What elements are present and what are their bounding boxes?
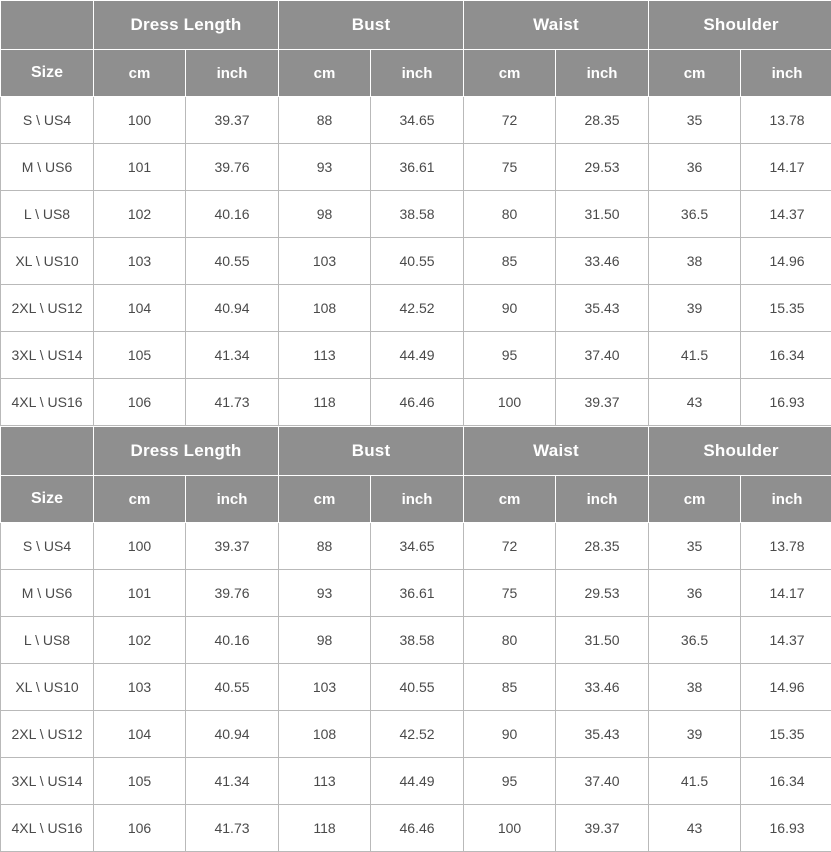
table-2-row-0-col-2: 39.37 bbox=[186, 523, 279, 570]
table-1-row-2-col-3: 98 bbox=[279, 191, 371, 238]
table-1-row-3-col-4: 40.55 bbox=[371, 238, 464, 285]
table-2-row-3-col-4: 40.55 bbox=[371, 664, 464, 711]
table-2-row-0-col-7: 35 bbox=[649, 523, 741, 570]
table-1-group-bust: Bust bbox=[279, 1, 464, 50]
table-1-row-3-col-2: 40.55 bbox=[186, 238, 279, 285]
table-1-group-shoulder: Shoulder bbox=[649, 1, 831, 50]
table-2-row-5-col-5: 95 bbox=[464, 758, 556, 805]
table-1-row-6-col-1: 106 bbox=[94, 379, 186, 426]
table-1-row-3-col-6: 33.46 bbox=[556, 238, 649, 285]
table-1-row-5-size: 3XL \ US14 bbox=[1, 332, 94, 379]
table-1-row-5-col-4: 44.49 bbox=[371, 332, 464, 379]
table-1-row-5-col-6: 37.40 bbox=[556, 332, 649, 379]
size-chart-table-2 bbox=[0, 426, 831, 852]
table-1-row-4-col-5: 90 bbox=[464, 285, 556, 332]
table-2-row-2-col-4: 38.58 bbox=[371, 617, 464, 664]
table-1-unit-shoulder-cm: cm bbox=[649, 50, 741, 97]
table-1-row-1-col-2: 39.76 bbox=[186, 144, 279, 191]
table-row bbox=[1, 332, 831, 379]
table-2-row-6-col-2: 41.73 bbox=[186, 805, 279, 852]
table-2-group-dress-length: Dress Length bbox=[94, 427, 279, 476]
table-2-row-0-col-4: 34.65 bbox=[371, 523, 464, 570]
table-2-row-2-col-3: 98 bbox=[279, 617, 371, 664]
table-2-unit-dresslength-inch: inch bbox=[186, 476, 279, 523]
table-2-row-5-col-1: 105 bbox=[94, 758, 186, 805]
table-row bbox=[1, 758, 831, 805]
table-2-row-6-col-4: 46.46 bbox=[371, 805, 464, 852]
table-2-row-1-col-6: 29.53 bbox=[556, 570, 649, 617]
table-1-row-2-col-2: 40.16 bbox=[186, 191, 279, 238]
table-row bbox=[1, 805, 831, 852]
table-2-unit-size: Size bbox=[1, 476, 94, 523]
table-2-group-header-row bbox=[1, 427, 831, 476]
table-1-row-5-col-2: 41.34 bbox=[186, 332, 279, 379]
table-2-row-4-col-5: 90 bbox=[464, 711, 556, 758]
table-row bbox=[1, 238, 831, 285]
table-1-row-2-size: L \ US8 bbox=[1, 191, 94, 238]
table-1-unit-dresslength-cm: cm bbox=[94, 50, 186, 97]
table-2-row-1-col-3: 93 bbox=[279, 570, 371, 617]
table-2-row-4-col-1: 104 bbox=[94, 711, 186, 758]
table-2-row-6-col-6: 39.37 bbox=[556, 805, 649, 852]
table-2-row-2-size: L \ US8 bbox=[1, 617, 94, 664]
table-2-unit-waist-inch: inch bbox=[556, 476, 649, 523]
table-1-row-1-col-7: 36 bbox=[649, 144, 741, 191]
table-1-row-6-col-4: 46.46 bbox=[371, 379, 464, 426]
table-2-row-1-col-4: 36.61 bbox=[371, 570, 464, 617]
table-1-unit-shoulder-inch: inch bbox=[741, 50, 831, 97]
table-row bbox=[1, 285, 831, 332]
table-2-row-4-col-7: 39 bbox=[649, 711, 741, 758]
table-2-row-6-size: 4XL \ US16 bbox=[1, 805, 94, 852]
table-1-row-1-col-5: 75 bbox=[464, 144, 556, 191]
table-2-row-1-col-2: 39.76 bbox=[186, 570, 279, 617]
table-1-unit-size: Size bbox=[1, 50, 94, 97]
table-2-row-6-col-1: 106 bbox=[94, 805, 186, 852]
table-1-row-4-col-1: 104 bbox=[94, 285, 186, 332]
table-1-row-6-col-3: 118 bbox=[279, 379, 371, 426]
table-2-row-0-col-3: 88 bbox=[279, 523, 371, 570]
table-2-row-5-col-3: 113 bbox=[279, 758, 371, 805]
table-1-row-3-col-8: 14.96 bbox=[741, 238, 831, 285]
table-2-row-1-col-1: 101 bbox=[94, 570, 186, 617]
table-2-unit-shoulder-cm: cm bbox=[649, 476, 741, 523]
table-1-row-0-col-7: 35 bbox=[649, 97, 741, 144]
table-2-row-3-col-3: 103 bbox=[279, 664, 371, 711]
table-1-row-0-col-2: 39.37 bbox=[186, 97, 279, 144]
table-2-row-6-col-7: 43 bbox=[649, 805, 741, 852]
table-2-row-0-col-5: 72 bbox=[464, 523, 556, 570]
table-1-group-dress-length: Dress Length bbox=[94, 1, 279, 50]
table-2-unit-bust-inch: inch bbox=[371, 476, 464, 523]
table-2-row-3-col-8: 14.96 bbox=[741, 664, 831, 711]
table-2-unit-bust-cm: cm bbox=[279, 476, 371, 523]
table-2-row-4-col-3: 108 bbox=[279, 711, 371, 758]
table-2-unit-header-row bbox=[1, 476, 831, 523]
table-2-row-3-col-6: 33.46 bbox=[556, 664, 649, 711]
table-1-row-1-size: M \ US6 bbox=[1, 144, 94, 191]
table-2-row-5-col-6: 37.40 bbox=[556, 758, 649, 805]
table-1-row-0-col-3: 88 bbox=[279, 97, 371, 144]
table-2-row-2-col-1: 102 bbox=[94, 617, 186, 664]
table-1-row-3-col-7: 38 bbox=[649, 238, 741, 285]
table-row bbox=[1, 711, 831, 758]
table-1-unit-bust-cm: cm bbox=[279, 50, 371, 97]
table-1-row-2-col-1: 102 bbox=[94, 191, 186, 238]
table-2-row-6-col-8: 16.93 bbox=[741, 805, 831, 852]
table-1-row-6-col-8: 16.93 bbox=[741, 379, 831, 426]
table-1-row-1-col-4: 36.61 bbox=[371, 144, 464, 191]
table-1-row-4-col-3: 108 bbox=[279, 285, 371, 332]
table-1-row-2-col-5: 80 bbox=[464, 191, 556, 238]
table-2-unit-waist-cm: cm bbox=[464, 476, 556, 523]
table-1-row-2-col-8: 14.37 bbox=[741, 191, 831, 238]
table-1-row-2-col-6: 31.50 bbox=[556, 191, 649, 238]
table-2-row-4-size: 2XL \ US12 bbox=[1, 711, 94, 758]
table-1-unit-waist-cm: cm bbox=[464, 50, 556, 97]
table-2-row-0-size: S \ US4 bbox=[1, 523, 94, 570]
table-row bbox=[1, 617, 831, 664]
table-1-row-0-size: S \ US4 bbox=[1, 97, 94, 144]
table-row bbox=[1, 379, 831, 426]
table-2-row-5-col-2: 41.34 bbox=[186, 758, 279, 805]
table-1-row-5-col-8: 16.34 bbox=[741, 332, 831, 379]
table-2-group-blank bbox=[1, 427, 94, 476]
table-2-row-4-col-2: 40.94 bbox=[186, 711, 279, 758]
table-2-row-5-col-4: 44.49 bbox=[371, 758, 464, 805]
table-1-row-1-col-8: 14.17 bbox=[741, 144, 831, 191]
table-1-unit-bust-inch: inch bbox=[371, 50, 464, 97]
table-2-row-0-col-6: 28.35 bbox=[556, 523, 649, 570]
table-2-group-bust: Bust bbox=[279, 427, 464, 476]
table-1-group-header-row bbox=[1, 1, 831, 50]
table-1-row-4-col-4: 42.52 bbox=[371, 285, 464, 332]
table-2-row-3-col-7: 38 bbox=[649, 664, 741, 711]
table-row bbox=[1, 523, 831, 570]
table-1-row-4-col-6: 35.43 bbox=[556, 285, 649, 332]
table-2-row-1-col-5: 75 bbox=[464, 570, 556, 617]
table-row bbox=[1, 570, 831, 617]
table-2-row-5-col-7: 41.5 bbox=[649, 758, 741, 805]
table-1-row-1-col-3: 93 bbox=[279, 144, 371, 191]
table-1-row-5-col-3: 113 bbox=[279, 332, 371, 379]
table-2-row-5-col-8: 16.34 bbox=[741, 758, 831, 805]
table-1-row-0-col-5: 72 bbox=[464, 97, 556, 144]
table-1-row-1-col-1: 101 bbox=[94, 144, 186, 191]
table-1-row-5-col-1: 105 bbox=[94, 332, 186, 379]
table-2-row-4-col-6: 35.43 bbox=[556, 711, 649, 758]
table-1-row-6-size: 4XL \ US16 bbox=[1, 379, 94, 426]
table-2-unit-dresslength-cm: cm bbox=[94, 476, 186, 523]
table-2-row-6-col-3: 118 bbox=[279, 805, 371, 852]
table-1-row-2-col-7: 36.5 bbox=[649, 191, 741, 238]
table-2-row-2-col-2: 40.16 bbox=[186, 617, 279, 664]
table-1-row-4-col-2: 40.94 bbox=[186, 285, 279, 332]
table-2-row-0-col-1: 100 bbox=[94, 523, 186, 570]
table-1-row-3-col-3: 103 bbox=[279, 238, 371, 285]
table-2-row-1-col-7: 36 bbox=[649, 570, 741, 617]
table-1-row-6-col-5: 100 bbox=[464, 379, 556, 426]
table-1-unit-header-row bbox=[1, 50, 831, 97]
table-1-row-6-col-2: 41.73 bbox=[186, 379, 279, 426]
table-2-group-waist: Waist bbox=[464, 427, 649, 476]
table-1-row-1-col-6: 29.53 bbox=[556, 144, 649, 191]
table-row bbox=[1, 191, 831, 238]
table-2-row-3-col-2: 40.55 bbox=[186, 664, 279, 711]
table-1-row-4-col-8: 15.35 bbox=[741, 285, 831, 332]
table-2-row-4-col-8: 15.35 bbox=[741, 711, 831, 758]
table-1-unit-dresslength-inch: inch bbox=[186, 50, 279, 97]
table-1-row-0-col-8: 13.78 bbox=[741, 97, 831, 144]
table-1-row-3-size: XL \ US10 bbox=[1, 238, 94, 285]
table-2-row-0-col-8: 13.78 bbox=[741, 523, 831, 570]
table-1-row-2-col-4: 38.58 bbox=[371, 191, 464, 238]
table-row bbox=[1, 97, 831, 144]
table-1-group-blank bbox=[1, 1, 94, 50]
table-1-row-3-col-1: 103 bbox=[94, 238, 186, 285]
table-2-row-2-col-8: 14.37 bbox=[741, 617, 831, 664]
table-1-row-0-col-1: 100 bbox=[94, 97, 186, 144]
table-2-row-4-col-4: 42.52 bbox=[371, 711, 464, 758]
table-1-group-waist: Waist bbox=[464, 1, 649, 50]
table-2-row-1-col-8: 14.17 bbox=[741, 570, 831, 617]
table-1-row-6-col-6: 39.37 bbox=[556, 379, 649, 426]
table-2-row-6-col-5: 100 bbox=[464, 805, 556, 852]
table-2-row-3-col-1: 103 bbox=[94, 664, 186, 711]
table-row bbox=[1, 144, 831, 191]
table-2-row-1-size: M \ US6 bbox=[1, 570, 94, 617]
table-1-row-4-size: 2XL \ US12 bbox=[1, 285, 94, 332]
table-2-row-3-col-5: 85 bbox=[464, 664, 556, 711]
table-1-row-4-col-7: 39 bbox=[649, 285, 741, 332]
table-1-row-6-col-7: 43 bbox=[649, 379, 741, 426]
table-2-group-shoulder: Shoulder bbox=[649, 427, 831, 476]
table-2-row-2-col-7: 36.5 bbox=[649, 617, 741, 664]
table-2-unit-shoulder-inch: inch bbox=[741, 476, 831, 523]
table-2-row-2-col-5: 80 bbox=[464, 617, 556, 664]
table-2-row-5-size: 3XL \ US14 bbox=[1, 758, 94, 805]
table-1-unit-waist-inch: inch bbox=[556, 50, 649, 97]
table-1-row-0-col-6: 28.35 bbox=[556, 97, 649, 144]
table-1-row-5-col-5: 95 bbox=[464, 332, 556, 379]
table-row bbox=[1, 664, 831, 711]
table-1-row-5-col-7: 41.5 bbox=[649, 332, 741, 379]
table-2-row-3-size: XL \ US10 bbox=[1, 664, 94, 711]
table-1-row-3-col-5: 85 bbox=[464, 238, 556, 285]
table-2-row-2-col-6: 31.50 bbox=[556, 617, 649, 664]
table-1-row-0-col-4: 34.65 bbox=[371, 97, 464, 144]
